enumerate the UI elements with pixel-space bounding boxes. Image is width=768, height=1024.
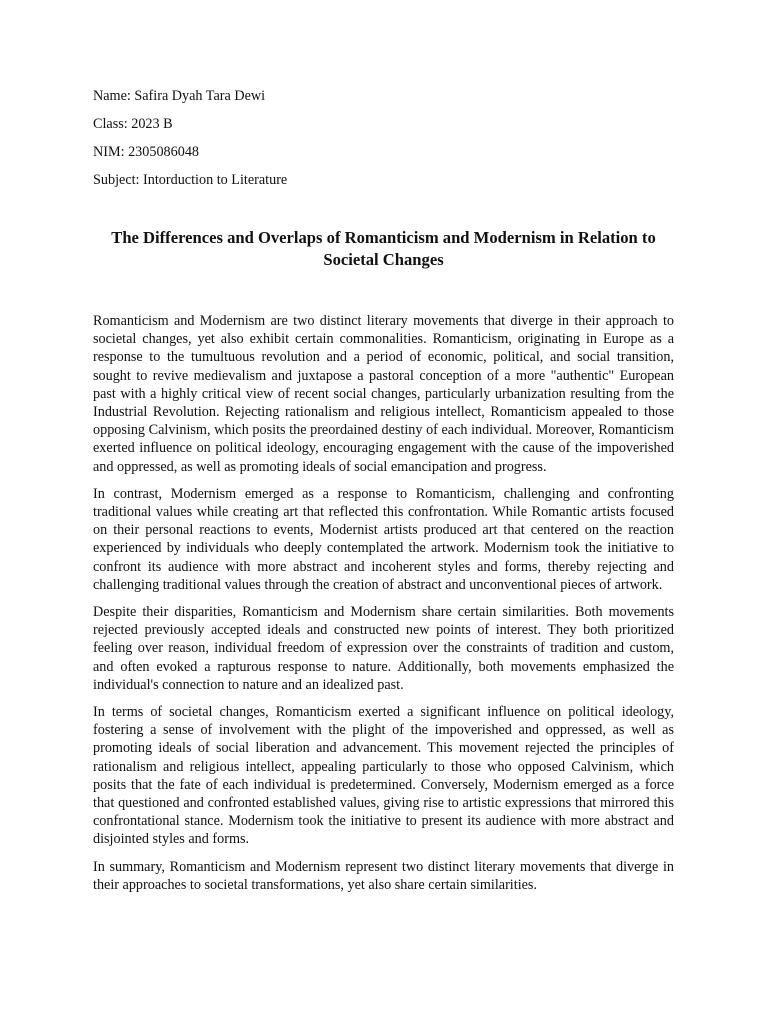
essay-body [93,312,674,894]
student-nim: NIM: 2305086048 [93,144,200,160]
paragraph-3: Despite their disparities, Romanticism and Modernism share certain similarities. Both movements rejected previously accepted ideals and constructed new points of interest. They both prioritized feeling over reason, individual freedom of expression over the constraints of tradition and custom, and often evoked a rapturous response to nature. Additionally, both movements emphasized the individual's connection to nature and an idealized past. [93,604,674,693]
course-subject: Subject: Intorduction to Literature [93,172,288,188]
paragraph-5: In summary, Romanticism and Modernism represent two distinct literary movements that diverge in their approaches to societal transformations, yet also share certain similarities. [93,858,674,893]
paragraph-4: In terms of societal changes, Romanticism exerted a significant influence on political ideology, fostering a sense of involvement with the plight of the impoverished and oppressed, as well as promoting ideals of social liberation and advancement. This movement rejected the principles of rationalism and religious intellect, appealing particularly to those who opposed Calvinism, which posits that the fate of each individual is predetermined. Conversely, Modernism emerged as a force that questioned and confronted established values, giving rise to artistic expressions that mirrored this confrontational stance. Modernism took the initiative to present its audience with more abstract and disjointed styles and forms. [93,704,674,848]
student-class: Class: 2023 B [93,116,173,132]
paragraph-2: In contrast, Modernism emerged as a response to Romanticism, challenging and confronting traditional values while creating art that reflected this confrontation. While Romantic artists focused on their personal reactions to events, Modernist artists produced art that centered on the reaction experienced by individuals who deeply contemplated the artwork. Modernism took the initiative to confront its audience with more abstract and incoherent styles and forms, thereby rejecting and challenging traditional values through the creation of abstract and unconventional pieces of artwork. [93,485,674,593]
paragraph-1: Romanticism and Modernism are two distinct literary movements that diverge in their approach to societal changes, yet also exhibit certain commonalities. Romanticism, originating in Europe as a response to the tumultuous revolution and a period of economic, political, and social transition, sought to revive medievalism and juxtapose a pastoral conception of a more "authentic" European past with a highly critical view of recent social changes, particularly urbanization resulting from the Industrial Revolution. Rejecting rationalism and religious intellect, Romanticism appealed to those opposing Calvinism, which posits the preordained destiny of each individual. Moreover, Romanticism exerted influence on political ideology, encouraging engagement with the cause of the impoverished and oppressed, as well as promoting ideals of social emancipation and progress. [93,313,674,475]
student-info-block [93,88,674,189]
document-page [93,88,674,903]
essay-title: The Differences and Overlaps of Romanticism and Modernism in Relation to Societal Changes [111,228,656,269]
student-name: Name: Safira Dyah Tara Dewi [93,88,266,104]
